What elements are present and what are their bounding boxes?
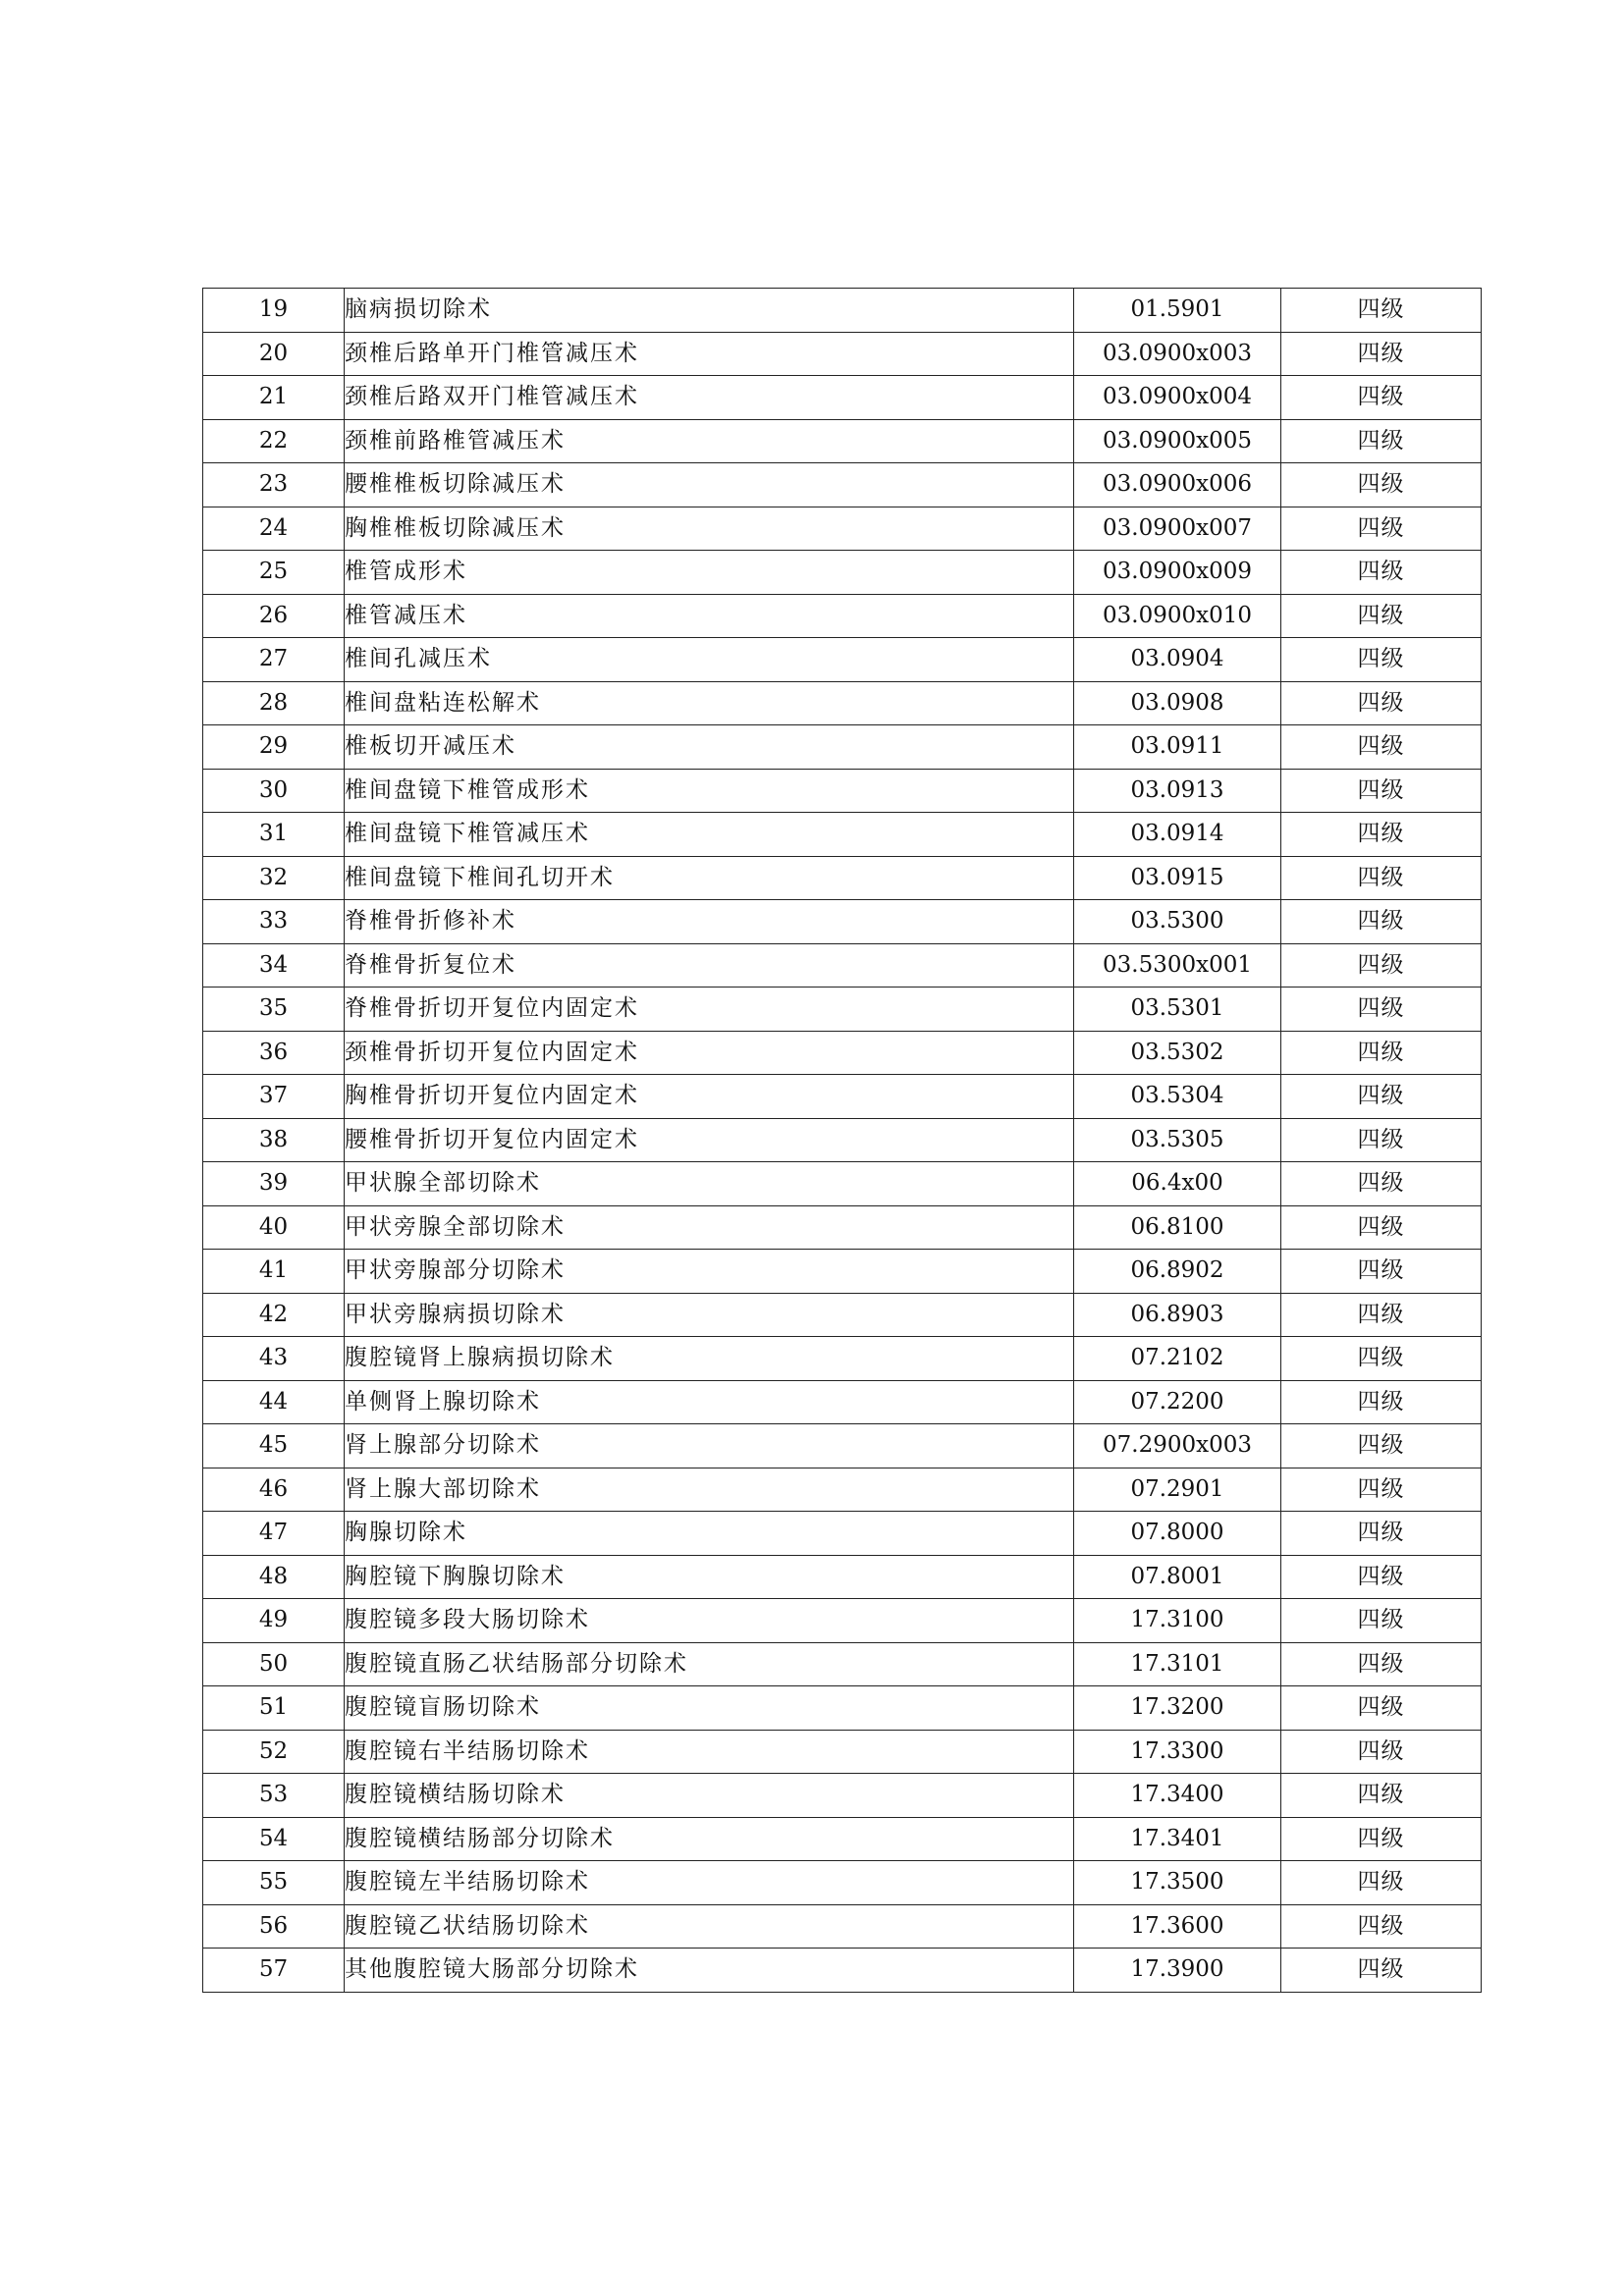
procedure-name-cell: 椎间盘镜下椎管成形术 [345, 769, 1074, 813]
procedure-name-cell: 颈椎后路单开门椎管减压术 [345, 332, 1074, 376]
procedure-name-cell: 椎间盘粘连松解术 [345, 681, 1074, 725]
surgery-level-cell: 四级 [1281, 1031, 1482, 1075]
procedure-name-cell: 脑病损切除术 [345, 289, 1074, 333]
procedure-name-cell: 椎间盘镜下椎间孔切开术 [345, 856, 1074, 900]
surgery-level-cell: 四级 [1281, 943, 1482, 988]
procedure-name-cell: 腹腔镜横结肠切除术 [345, 1774, 1074, 1818]
procedure-name-cell: 椎管成形术 [345, 551, 1074, 595]
table-row [203, 1555, 1482, 1599]
table-row [203, 1424, 1482, 1468]
row-number-cell: 36 [203, 1031, 345, 1075]
procedure-code-cell: 07.2102 [1074, 1337, 1281, 1381]
row-number-cell: 42 [203, 1293, 345, 1337]
table-row [203, 1205, 1482, 1250]
row-number-cell: 30 [203, 769, 345, 813]
procedure-code-cell: 03.0900x004 [1074, 376, 1281, 420]
row-number-cell: 49 [203, 1599, 345, 1643]
procedure-name-cell: 肾上腺部分切除术 [345, 1424, 1074, 1468]
procedure-code-cell: 03.0900x010 [1074, 594, 1281, 638]
procedure-code-cell: 03.0913 [1074, 769, 1281, 813]
procedure-name-cell: 椎间孔减压术 [345, 638, 1074, 682]
row-number-cell: 56 [203, 1904, 345, 1949]
table-row [203, 1686, 1482, 1731]
row-number-cell: 50 [203, 1642, 345, 1686]
surgery-level-cell: 四级 [1281, 900, 1482, 944]
procedure-code-cell: 07.2901 [1074, 1468, 1281, 1512]
table-row [203, 681, 1482, 725]
surgery-level-cell: 四级 [1281, 1380, 1482, 1424]
surgery-level-cell: 四级 [1281, 1512, 1482, 1556]
table-row [203, 419, 1482, 463]
table-row [203, 1861, 1482, 1905]
row-number-cell: 27 [203, 638, 345, 682]
procedure-name-cell: 椎间盘镜下椎管减压术 [345, 813, 1074, 857]
surgery-level-cell: 四级 [1281, 419, 1482, 463]
row-number-cell: 55 [203, 1861, 345, 1905]
table-row [203, 813, 1482, 857]
procedure-name-cell: 腹腔镜直肠乙状结肠部分切除术 [345, 1642, 1074, 1686]
surgery-level-cell: 四级 [1281, 856, 1482, 900]
table-row [203, 376, 1482, 420]
table-row [203, 943, 1482, 988]
row-number-cell: 31 [203, 813, 345, 857]
row-number-cell: 28 [203, 681, 345, 725]
row-number-cell: 52 [203, 1730, 345, 1774]
row-number-cell: 53 [203, 1774, 345, 1818]
procedure-code-cell: 06.8100 [1074, 1205, 1281, 1250]
procedure-code-cell: 03.5301 [1074, 988, 1281, 1032]
row-number-cell: 24 [203, 507, 345, 551]
surgery-level-cell: 四级 [1281, 376, 1482, 420]
row-number-cell: 35 [203, 988, 345, 1032]
procedure-code-cell: 03.5300x001 [1074, 943, 1281, 988]
surgery-level-cell: 四级 [1281, 1730, 1482, 1774]
table-row [203, 463, 1482, 507]
surgery-level-cell: 四级 [1281, 1686, 1482, 1731]
procedure-name-cell: 胸腺切除术 [345, 1512, 1074, 1556]
table-row [203, 1949, 1482, 1993]
surgery-level-cell: 四级 [1281, 507, 1482, 551]
surgery-level-cell: 四级 [1281, 1424, 1482, 1468]
procedure-code-cell: 03.0900x006 [1074, 463, 1281, 507]
row-number-cell: 22 [203, 419, 345, 463]
procedure-code-cell: 17.3401 [1074, 1817, 1281, 1861]
surgery-level-cell: 四级 [1281, 1599, 1482, 1643]
table-row [203, 769, 1482, 813]
procedure-code-cell: 17.3600 [1074, 1904, 1281, 1949]
procedure-code-cell: 07.2200 [1074, 1380, 1281, 1424]
procedure-code-cell: 03.0900x003 [1074, 332, 1281, 376]
procedure-code-cell: 01.5901 [1074, 289, 1281, 333]
table-row [203, 988, 1482, 1032]
procedure-name-cell: 胸椎骨折切开复位内固定术 [345, 1075, 1074, 1119]
procedure-code-cell: 06.8902 [1074, 1250, 1281, 1294]
procedure-name-cell: 脊椎骨折修补术 [345, 900, 1074, 944]
table-row [203, 507, 1482, 551]
procedure-name-cell: 颈椎后路双开门椎管减压术 [345, 376, 1074, 420]
row-number-cell: 23 [203, 463, 345, 507]
table-row [203, 1774, 1482, 1818]
surgery-level-cell: 四级 [1281, 1904, 1482, 1949]
procedure-table-body [203, 289, 1482, 1993]
procedure-name-cell: 胸椎椎板切除减压术 [345, 507, 1074, 551]
row-number-cell: 47 [203, 1512, 345, 1556]
procedure-name-cell: 腹腔镜多段大肠切除术 [345, 1599, 1074, 1643]
procedure-name-cell: 腰椎椎板切除减压术 [345, 463, 1074, 507]
procedure-name-cell: 单侧肾上腺切除术 [345, 1380, 1074, 1424]
procedure-code-cell: 03.0900x005 [1074, 419, 1281, 463]
procedure-code-cell: 03.5300 [1074, 900, 1281, 944]
procedure-name-cell: 脊椎骨折复位术 [345, 943, 1074, 988]
surgery-level-cell: 四级 [1281, 725, 1482, 770]
row-number-cell: 45 [203, 1424, 345, 1468]
procedure-name-cell: 腹腔镜右半结肠切除术 [345, 1730, 1074, 1774]
table-row [203, 1468, 1482, 1512]
procedure-code-cell: 03.5305 [1074, 1118, 1281, 1162]
table-row [203, 289, 1482, 333]
procedure-name-cell: 其他腹腔镜大肠部分切除术 [345, 1949, 1074, 1993]
procedure-code-cell: 17.3300 [1074, 1730, 1281, 1774]
surgery-level-cell: 四级 [1281, 1205, 1482, 1250]
row-number-cell: 32 [203, 856, 345, 900]
row-number-cell: 40 [203, 1205, 345, 1250]
row-number-cell: 41 [203, 1250, 345, 1294]
table-row [203, 594, 1482, 638]
surgery-level-cell: 四级 [1281, 1337, 1482, 1381]
row-number-cell: 37 [203, 1075, 345, 1119]
procedure-code-cell: 07.2900x003 [1074, 1424, 1281, 1468]
table-row [203, 900, 1482, 944]
surgery-level-cell: 四级 [1281, 1949, 1482, 1993]
procedure-code-cell: 07.8000 [1074, 1512, 1281, 1556]
table-row [203, 1599, 1482, 1643]
procedure-name-cell: 腹腔镜乙状结肠切除术 [345, 1904, 1074, 1949]
row-number-cell: 25 [203, 551, 345, 595]
procedure-name-cell: 甲状腺全部切除术 [345, 1162, 1074, 1206]
surgery-level-cell: 四级 [1281, 1774, 1482, 1818]
procedure-name-cell: 腹腔镜肾上腺病损切除术 [345, 1337, 1074, 1381]
table-row [203, 1730, 1482, 1774]
surgery-level-cell: 四级 [1281, 681, 1482, 725]
row-number-cell: 26 [203, 594, 345, 638]
surgery-level-cell: 四级 [1281, 594, 1482, 638]
row-number-cell: 48 [203, 1555, 345, 1599]
row-number-cell: 39 [203, 1162, 345, 1206]
row-number-cell: 19 [203, 289, 345, 333]
table-row [203, 856, 1482, 900]
surgery-level-cell: 四级 [1281, 1555, 1482, 1599]
procedure-code-cell: 03.0900x007 [1074, 507, 1281, 551]
procedure-name-cell: 颈椎前路椎管减压术 [345, 419, 1074, 463]
procedure-code-cell: 03.0914 [1074, 813, 1281, 857]
surgery-level-cell: 四级 [1281, 769, 1482, 813]
procedure-code-cell: 07.8001 [1074, 1555, 1281, 1599]
surgery-level-cell: 四级 [1281, 551, 1482, 595]
table-row [203, 1817, 1482, 1861]
procedure-name-cell: 腹腔镜盲肠切除术 [345, 1686, 1074, 1731]
row-number-cell: 33 [203, 900, 345, 944]
table-row [203, 1162, 1482, 1206]
procedure-name-cell: 甲状旁腺全部切除术 [345, 1205, 1074, 1250]
procedure-code-cell: 06.4x00 [1074, 1162, 1281, 1206]
table-row [203, 725, 1482, 770]
surgery-level-cell: 四级 [1281, 1250, 1482, 1294]
procedure-code-cell: 03.0915 [1074, 856, 1281, 900]
surgery-level-cell: 四级 [1281, 1642, 1482, 1686]
table-row [203, 1250, 1482, 1294]
procedure-code-cell: 17.3100 [1074, 1599, 1281, 1643]
surgery-level-cell: 四级 [1281, 1293, 1482, 1337]
table-row [203, 1075, 1482, 1119]
surgery-level-cell: 四级 [1281, 1817, 1482, 1861]
procedure-code-cell: 03.5302 [1074, 1031, 1281, 1075]
surgery-level-cell: 四级 [1281, 1861, 1482, 1905]
procedure-name-cell: 腰椎骨折切开复位内固定术 [345, 1118, 1074, 1162]
row-number-cell: 51 [203, 1686, 345, 1731]
procedure-name-cell: 腹腔镜左半结肠切除术 [345, 1861, 1074, 1905]
row-number-cell: 34 [203, 943, 345, 988]
surgery-level-cell: 四级 [1281, 463, 1482, 507]
row-number-cell: 29 [203, 725, 345, 770]
row-number-cell: 43 [203, 1337, 345, 1381]
procedure-code-cell: 03.0908 [1074, 681, 1281, 725]
procedure-name-cell: 脊椎骨折切开复位内固定术 [345, 988, 1074, 1032]
table-row [203, 638, 1482, 682]
surgery-level-cell: 四级 [1281, 1468, 1482, 1512]
procedure-code-cell: 17.3400 [1074, 1774, 1281, 1818]
procedure-code-cell: 17.3900 [1074, 1949, 1281, 1993]
surgery-level-cell: 四级 [1281, 289, 1482, 333]
table-row [203, 551, 1482, 595]
procedure-name-cell: 胸腔镜下胸腺切除术 [345, 1555, 1074, 1599]
surgery-level-cell: 四级 [1281, 1075, 1482, 1119]
procedure-table [202, 288, 1482, 1993]
procedure-name-cell: 颈椎骨折切开复位内固定术 [345, 1031, 1074, 1075]
row-number-cell: 20 [203, 332, 345, 376]
procedure-name-cell: 肾上腺大部切除术 [345, 1468, 1074, 1512]
procedure-code-cell: 17.3500 [1074, 1861, 1281, 1905]
surgery-level-cell: 四级 [1281, 988, 1482, 1032]
table-row [203, 1337, 1482, 1381]
row-number-cell: 44 [203, 1380, 345, 1424]
row-number-cell: 54 [203, 1817, 345, 1861]
table-row [203, 1293, 1482, 1337]
procedure-name-cell: 椎管减压术 [345, 594, 1074, 638]
procedure-code-cell: 06.8903 [1074, 1293, 1281, 1337]
procedure-name-cell: 甲状旁腺部分切除术 [345, 1250, 1074, 1294]
procedure-code-cell: 03.0900x009 [1074, 551, 1281, 595]
table-row [203, 332, 1482, 376]
surgery-level-cell: 四级 [1281, 1162, 1482, 1206]
row-number-cell: 21 [203, 376, 345, 420]
table-row [203, 1512, 1482, 1556]
table-row [203, 1904, 1482, 1949]
row-number-cell: 38 [203, 1118, 345, 1162]
table-row [203, 1642, 1482, 1686]
procedure-code-cell: 03.0911 [1074, 725, 1281, 770]
surgery-level-cell: 四级 [1281, 332, 1482, 376]
table-row [203, 1031, 1482, 1075]
procedure-name-cell: 椎板切开减压术 [345, 725, 1074, 770]
table-row [203, 1118, 1482, 1162]
surgery-level-cell: 四级 [1281, 1118, 1482, 1162]
procedure-code-cell: 03.5304 [1074, 1075, 1281, 1119]
row-number-cell: 46 [203, 1468, 345, 1512]
surgery-level-cell: 四级 [1281, 638, 1482, 682]
table-row [203, 1380, 1482, 1424]
surgery-level-cell: 四级 [1281, 813, 1482, 857]
procedure-name-cell: 腹腔镜横结肠部分切除术 [345, 1817, 1074, 1861]
procedure-code-cell: 03.0904 [1074, 638, 1281, 682]
procedure-code-cell: 17.3200 [1074, 1686, 1281, 1731]
row-number-cell: 57 [203, 1949, 345, 1993]
procedure-code-cell: 17.3101 [1074, 1642, 1281, 1686]
procedure-name-cell: 甲状旁腺病损切除术 [345, 1293, 1074, 1337]
